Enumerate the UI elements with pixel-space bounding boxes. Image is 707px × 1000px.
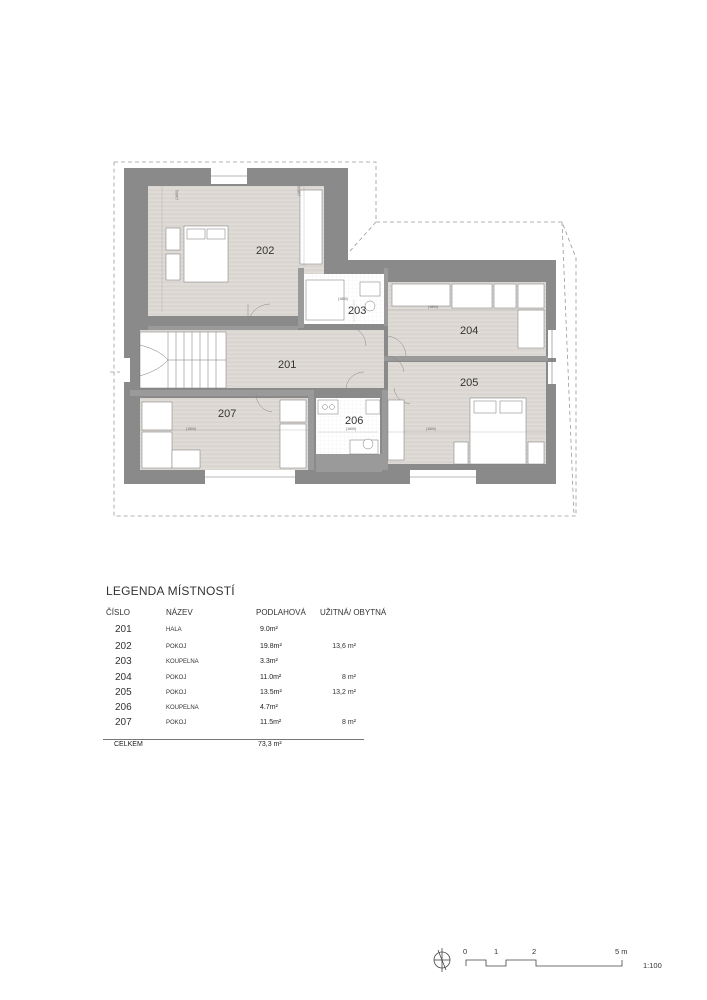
header-usable-area: UŽITNÁ/ OBYTNÁ (320, 608, 387, 617)
row-name: POKOJ (166, 690, 187, 696)
row-floor-area: 9.0m² (260, 626, 278, 633)
row-number: 206 (115, 702, 132, 713)
row-name: HALA (166, 627, 182, 633)
total-divider (103, 739, 364, 740)
row-name: POKOJ (166, 644, 187, 650)
scale-tick-2: 2 (532, 947, 537, 956)
row-usable-area: 13,2 m² (332, 689, 356, 696)
dim-label: (1800) (186, 427, 197, 431)
dim-label: (1800) (428, 305, 439, 309)
row-name: POKOJ (166, 675, 187, 681)
room-number-201: 201 (278, 359, 297, 371)
dim-label: (1800) (297, 185, 301, 196)
room-number-206: 206 (345, 415, 364, 427)
header-name: NÁZEV (166, 608, 193, 617)
dim-label: (1600) (346, 427, 357, 431)
row-name: POKOJ (166, 720, 187, 726)
room-number-203: 203 (348, 305, 367, 317)
row-number: 202 (115, 641, 132, 652)
total-value: 73,3 m² (258, 741, 282, 748)
row-floor-area: 3.3m² (260, 658, 278, 665)
room-number-205: 205 (460, 377, 479, 389)
row-usable-area: 8 m² (342, 719, 356, 726)
dim-label: (1600) (426, 427, 437, 431)
legend-title: LEGENDA MÍSTNOSTÍ (106, 584, 235, 598)
row-number: 205 (115, 687, 132, 698)
row-name: KOUPELNA (166, 659, 199, 665)
total-label: CELKEM (114, 741, 143, 748)
header-number: ČÍSLO (106, 608, 131, 617)
row-number: 201 (115, 624, 132, 635)
row-usable-area: 8 m² (342, 674, 356, 681)
row-number: 203 (115, 656, 132, 667)
room-number-202: 202 (256, 245, 275, 257)
row-floor-area: 4.7m² (260, 704, 278, 711)
row-name: KOUPELNA (166, 705, 199, 711)
row-number: 207 (115, 717, 132, 728)
scale-tick-1: 1 (494, 947, 499, 956)
room-number-207: 207 (218, 408, 237, 420)
scale-tick-0: 0 (463, 947, 468, 956)
header-floor-area: PODLAHOVÁ (256, 608, 306, 617)
row-floor-area: 11.0m² (260, 674, 282, 681)
room-number-204: 204 (460, 325, 479, 337)
scale-tick-5: 5 m (615, 947, 628, 956)
row-usable-area: 13,6 m² (332, 643, 356, 650)
row-floor-area: 13.5m² (260, 689, 282, 696)
scale-ratio: 1:100 (643, 961, 662, 970)
row-floor-area: 11.5m² (260, 719, 282, 726)
row-floor-area: 19.8m² (260, 643, 282, 650)
dim-label: (1800) (338, 297, 349, 301)
row-number: 204 (115, 672, 132, 683)
dim-label: (1800) (175, 189, 179, 200)
